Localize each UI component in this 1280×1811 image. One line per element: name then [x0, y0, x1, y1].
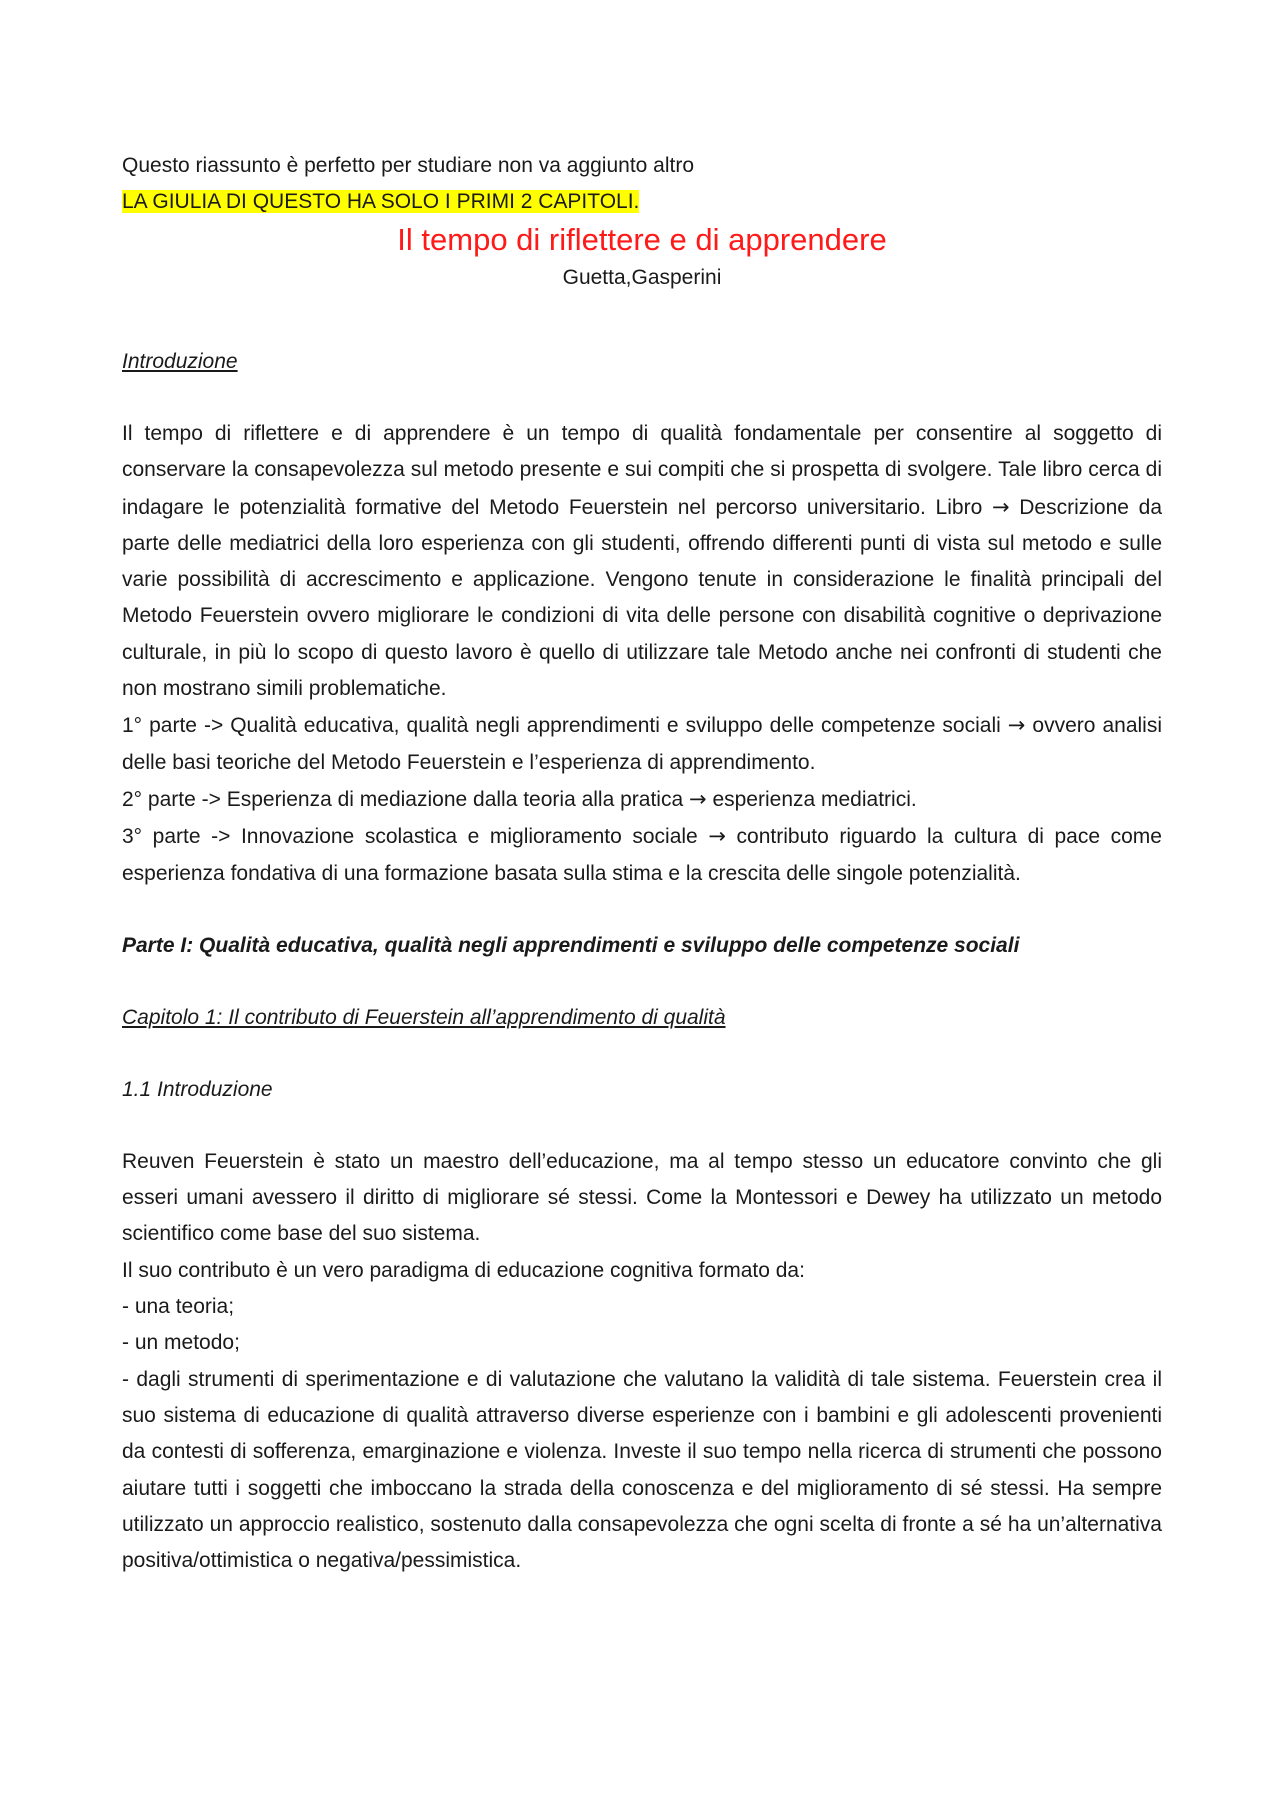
arrow-icon: → [688, 786, 707, 811]
document-authors: Guetta,Gasperini [562, 266, 722, 289]
list-item: - un metodo; [122, 1331, 240, 1355]
document-page [122, 148, 1162, 1579]
document-title: Il tempo di riflettere e di apprendere [397, 222, 887, 257]
intro-paragraph-text: Il tempo di riflettere e di apprendere è un tempo di qualità fondamentale per consentire al soggetto di conservare la consapevolezza sul metodo presente e sui compiti che si prospetta di svolgere. Tale libro cerca di indagare le potenzialità formative del Metodo Feuerstein nel percorso universitario. Libro [122, 422, 1162, 519]
chapter-paragraph-2: Il suo contributo è un vero paradigma di educazione cognitiva formato da: [122, 1258, 805, 1282]
part-2-text: 2° parte -> Esperienza di mediazione dalla teoria alla pratica [122, 787, 684, 811]
chapter-one-heading: Capitolo 1: Il contributo di Feuerstein all’apprendimento di qualità [122, 1005, 726, 1029]
section-heading: 1.1 Introduzione [122, 1077, 273, 1101]
part-3-text: 3° parte -> Innovazione scolastica e miglioramento sociale [122, 825, 698, 849]
part-one-heading: Parte I: Qualità educativa, qualità negli apprendimenti e sviluppo delle competenze sociali [122, 933, 1020, 957]
arrow-icon: → [1007, 713, 1026, 738]
part-2-summary [122, 781, 1162, 818]
chapter-paragraph-1: Reuven Feuerstein è stato un maestro dell’educazione, ma al tempo stesso un educatore convinto che gli esseri umani avessero il diritto di migliorare sé stessi. Come la Montessori e Dewey ha utilizzato un metodo scientifico come base del suo sistema. [122, 1149, 1162, 1246]
header-highlight-line [122, 184, 1162, 220]
header-note: Questo riassunto è perfetto per studiare non va aggiunto altro [122, 154, 695, 177]
list-item: - una teoria; [122, 1295, 235, 1319]
intro-heading: Introduzione [122, 350, 238, 373]
part-1-summary [122, 707, 1162, 781]
highlighted-note: LA GIULIA DI QUESTO HA SOLO I PRIMI 2 CAPITOLI. [122, 190, 640, 213]
part-1-text-continued: ovvero analisi delle basi teoriche del Metodo Feuerstein e l’esperienza di apprendimento. [122, 714, 1162, 774]
part-3-text-continued: contributo riguardo la cultura di pace come esperienza fondativa di una formazione basata sulla stima e la crescita delle singole potenzialità. [122, 825, 1162, 885]
part-2-text-continued: esperienza mediatrici. [712, 787, 917, 811]
chapter-paragraph-3: - dagli strumenti di sperimentazione e di valutazione che valutano la validità di tale sistema. Feuerstein crea il suo sistema di educazione di qualità attraverso diverse esperienze con i bambini e gli adolescenti provenienti da contesti di sofferenza, emarginazione e violenza. Investe il suo tempo nella ricerca di strumenti che possono aiutare tutti i soggetti che imboccano la strada della conoscenza e del miglioramento di sé stessi. Ha sempre utilizzato un approccio realistico, sostenuto dalla consapevolezza che ogni scelta di fronte a sé ha un’alternativa positiva/ottimistica o negativa/pessimistica. [122, 1367, 1162, 1573]
part-1-text: 1° parte -> Qualità educativa, qualità negli apprendimenti e sviluppo delle competenze sociali [122, 714, 1001, 738]
part-3-summary [122, 818, 1162, 892]
arrow-icon: → [991, 494, 1010, 519]
intro-paragraph [122, 416, 1162, 707]
arrow-icon: → [708, 824, 726, 849]
intro-paragraph-continued: Descrizione da parte delle mediatrici della loro esperienza con gli studenti, offrendo differenti punti di vista sul metodo e sulle varie possibilità di accrescimento e applicazione. Vengono tenute in considerazione le finalità principali del Metodo Feuerstein ovvero migliorare le condizioni di vita delle persone con disabilità cognitive o deprivazione culturale, in più lo scopo di questo lavoro è quello di utilizzare tale Metodo anche nei confronti di studenti che non mostrano simili problematiche. [122, 495, 1162, 701]
